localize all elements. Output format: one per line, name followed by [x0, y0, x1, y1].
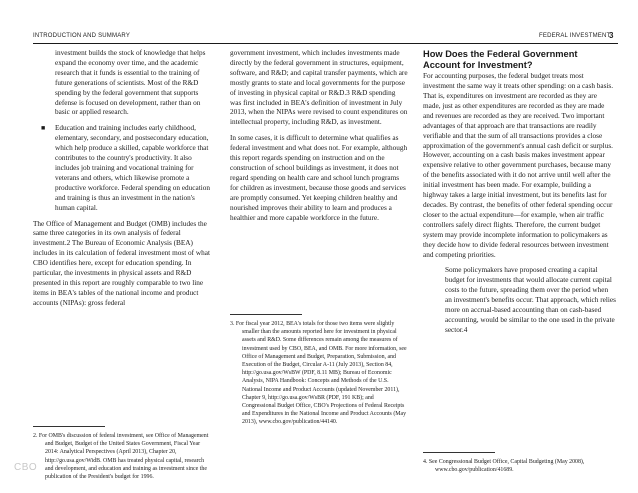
footnote-rule [33, 426, 105, 427]
column-3-sidebar [423, 49, 616, 342]
col1-paragraph-continued: investment builds the stock of knowledge that helps expand the economy over time, and the academic research that it funds is essential to the training of future generations of scientists. Most of the R&D spending by the federal government that supports defense is focused on development, rather than on basic or applied research. [55, 49, 206, 117]
running-header-section: INTRODUCTION AND SUMMARY [33, 33, 131, 39]
footnote-2-block [33, 422, 211, 487]
col2-paragraph-investment: government investment, which includes investments made directly by the federal government in structures, equipment, software, and R&D; and capital transfer payments, which are mostly grants to state and local governments for the purpose of investing in physical capital or R&D.3 R&D spending was first included in BEA's definition of investment in July 2013, when the NIPAs were revised to count expenditures on intellectual property, including R&D, as investment. [230, 49, 408, 127]
bullet-education-text: Education and training includes early childhood, elementary, secondary, and postsecondary education, which help produce a skilled, capable workforce that contributes to the country's productivity. It also includes job training and vocational training for veterans and others, which likewise promote a productive workforce. Federal spending on education and training is thus an investment in the nation's human capital. [55, 124, 211, 212]
sidebar-title: How Does the Federal Government Account for Investment? [423, 49, 578, 70]
sidebar-paragraph-accounting: For accounting purposes, the federal budget treats most investment the same way it treats other spending: on a cash basis. That is, expenditures on investment are recorded as they are made, just as other expenditures are recorded as they are made and revenues are recorded as they are received. Two important advantages of that approach are that transactions are readily verifiable and that the sum of all transactions provides a close approximation of the government's annual cash deficit or surplus. However, accounting on a cash basis makes investment appear expensive relative to other government purchases, because many of the benefits associated with it do not arrive until well after the initial investment has been made. For example, building a highway takes a large initial investment, but its benefits last for decades. By contrast, the benefits of other federal spending occur closer to the actual expenditure—for example, when air traffic controllers safely direct flights. Therefore, the current budget system may provide incomplete information to policymakers as they decide how to divide federal resources between investment and competing priorities. [423, 72, 614, 259]
header-rule [33, 43, 618, 44]
bullet-education [33, 124, 211, 219]
footnote-rule [230, 314, 302, 315]
running-header-title: FEDERAL INVESTMENT [539, 33, 611, 39]
cbo-logo: CBO [14, 462, 38, 473]
footnote-2: 2. For OMB's discussion of federal investment, see Office of Management and Budget, Budget of the United States Government, Fiscal Year 2014: Analytical Perspectives (April 2013), Chapter 20, http://go.usa.gov/WidB. OMB has treated physical capital, research and development, and education and training as investment since the publication of the President's budget for 1996. [33, 433, 209, 481]
footnote-3: 3. For fiscal year 2012, BEA's totals for those two items were slightly smaller than the amounts reported here for investment in physical assets and R&D. Some differences remain among the measures of investment used by CBO, BEA, and OMB. For more information, see Office of Management and Budget, Preparation, Submission, and Execution of the Budget, Circular A-11 (July 2013), Section 84, http://go.usa.gov/WsBW (PDF, 8.11 MB); Bureau of Economic Analysis, NIPA Handbook: Concepts and Methods of the U.S. National Income and Product Accounts (updated November 2011), Chapter 9, http://go.usa.gov/WsBR (PDF, 191 KB); and Congressional Budget Office, CBO's Projections of Federal Receipts and Expenditures in the National Income and Product Accounts (May 2013), www.cbo.gov/publication/44140. [230, 321, 407, 426]
col2-paragraph-difficult: In some cases, it is difficult to determine what qualifies as federal investment and what does not. For example, although this report regards spending on instruction and on the construction of school buildings as investment, it does not regard spending on health care and school lunch programs for children as investment, because those goods and services are promptly consumed. Yet keeping children healthy and nourished improves their ability to learn and produces a healthier and more capable workforce in the future. [230, 134, 408, 222]
column-1 [33, 49, 211, 315]
column-2 [230, 49, 408, 229]
footnote-3-block [230, 310, 408, 433]
footnote-4: 4. See Congressional Budget Office, Capital Budgeting (May 2008), www.cbo.gov/publication/41689. [423, 459, 585, 474]
footnote-4-block [423, 448, 616, 480]
col1-paragraph-omb: The Office of Management and Budget (OMB) includes the same three categories in its own analysis of federal investment.2 The Bureau of Economic Analysis (BEA) includes in its calculation of federal investment most of what CBO identifies here, except for education spending. In particular, the investments in physical assets and R&D presented in this report are roughly comparable to two line items in BEA's tables of the national income and product accounts (NIPAs): gross federal [33, 219, 210, 307]
sidebar-paragraph-capital-budget: Some policymakers have proposed creating a capital budget for investments that would allocate current capital costs to the future, spreading them over the period when an investment's benefits occur. That approach, which relies more on accrual-based accounting than on cash-based accounting, would be similar to the one used in the private sector.4 [445, 266, 616, 334]
page-number: 3 [609, 31, 614, 40]
bullet-square-icon: ■ [41, 124, 46, 133]
footnote-rule [423, 452, 495, 453]
